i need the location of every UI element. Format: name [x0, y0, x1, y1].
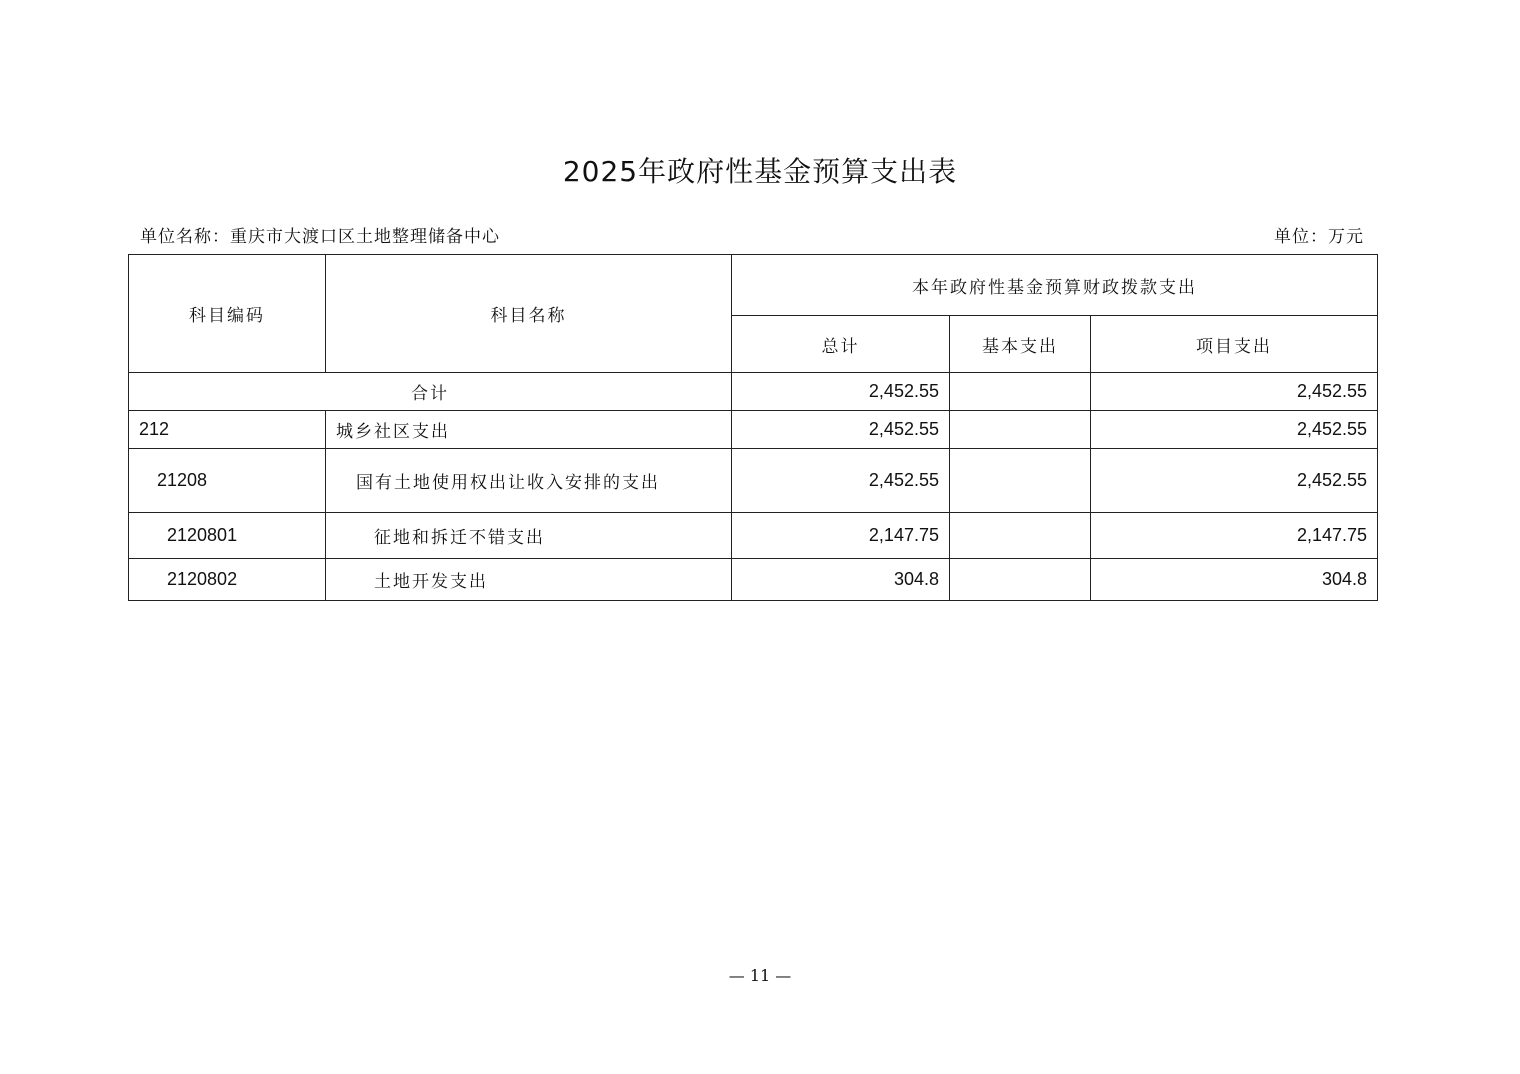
row-project: 2,147.75 — [1091, 513, 1378, 559]
header-code: 科目编码 — [129, 255, 326, 373]
page-title: 2025年政府性基金预算支出表 — [562, 155, 958, 188]
row-total: 2,147.75 — [732, 513, 950, 559]
row-code: 21208 — [129, 449, 326, 513]
row-basic — [950, 559, 1091, 601]
header-group: 本年政府性基金预算财政拨款支出 — [732, 255, 1378, 316]
row-total: 2,452.55 — [732, 411, 950, 449]
total-label: 合计 — [129, 373, 732, 411]
row-code: 2120802 — [129, 559, 326, 601]
row-name: 征地和拆迁不错支出 — [326, 513, 732, 559]
row-name: 国有土地使用权出让收入安排的支出 — [326, 449, 732, 513]
page-number: — 11 — — [728, 966, 792, 985]
row-project: 2,452.55 — [1091, 411, 1378, 449]
row-project: 304.8 — [1091, 559, 1378, 601]
unit-name-label: 单位名称：重庆市大渡口区土地整理储备中心 — [140, 227, 500, 247]
total-basic — [950, 373, 1091, 411]
table-row — [129, 513, 1378, 559]
row-name: 城乡社区支出 — [326, 411, 732, 449]
row-project: 2,452.55 — [1091, 449, 1378, 513]
table-row — [129, 559, 1378, 601]
total-total: 2,452.55 — [732, 373, 950, 411]
table-row — [129, 411, 1378, 449]
header-basic: 基本支出 — [950, 316, 1091, 373]
header-total: 总计 — [732, 316, 950, 373]
table-row-total — [129, 373, 1378, 411]
header-name: 科目名称 — [326, 255, 732, 373]
budget-table — [128, 254, 1378, 601]
table-row — [129, 449, 1378, 513]
row-code: 2120801 — [129, 513, 326, 559]
row-basic — [950, 449, 1091, 513]
row-name: 土地开发支出 — [326, 559, 732, 601]
row-basic — [950, 411, 1091, 449]
row-code: 212 — [129, 411, 326, 449]
unit-label: 单位：万元 — [1274, 227, 1364, 247]
header-project: 项目支出 — [1091, 316, 1378, 373]
row-basic — [950, 513, 1091, 559]
row-total: 304.8 — [732, 559, 950, 601]
total-project: 2,452.55 — [1091, 373, 1378, 411]
row-total: 2,452.55 — [732, 449, 950, 513]
